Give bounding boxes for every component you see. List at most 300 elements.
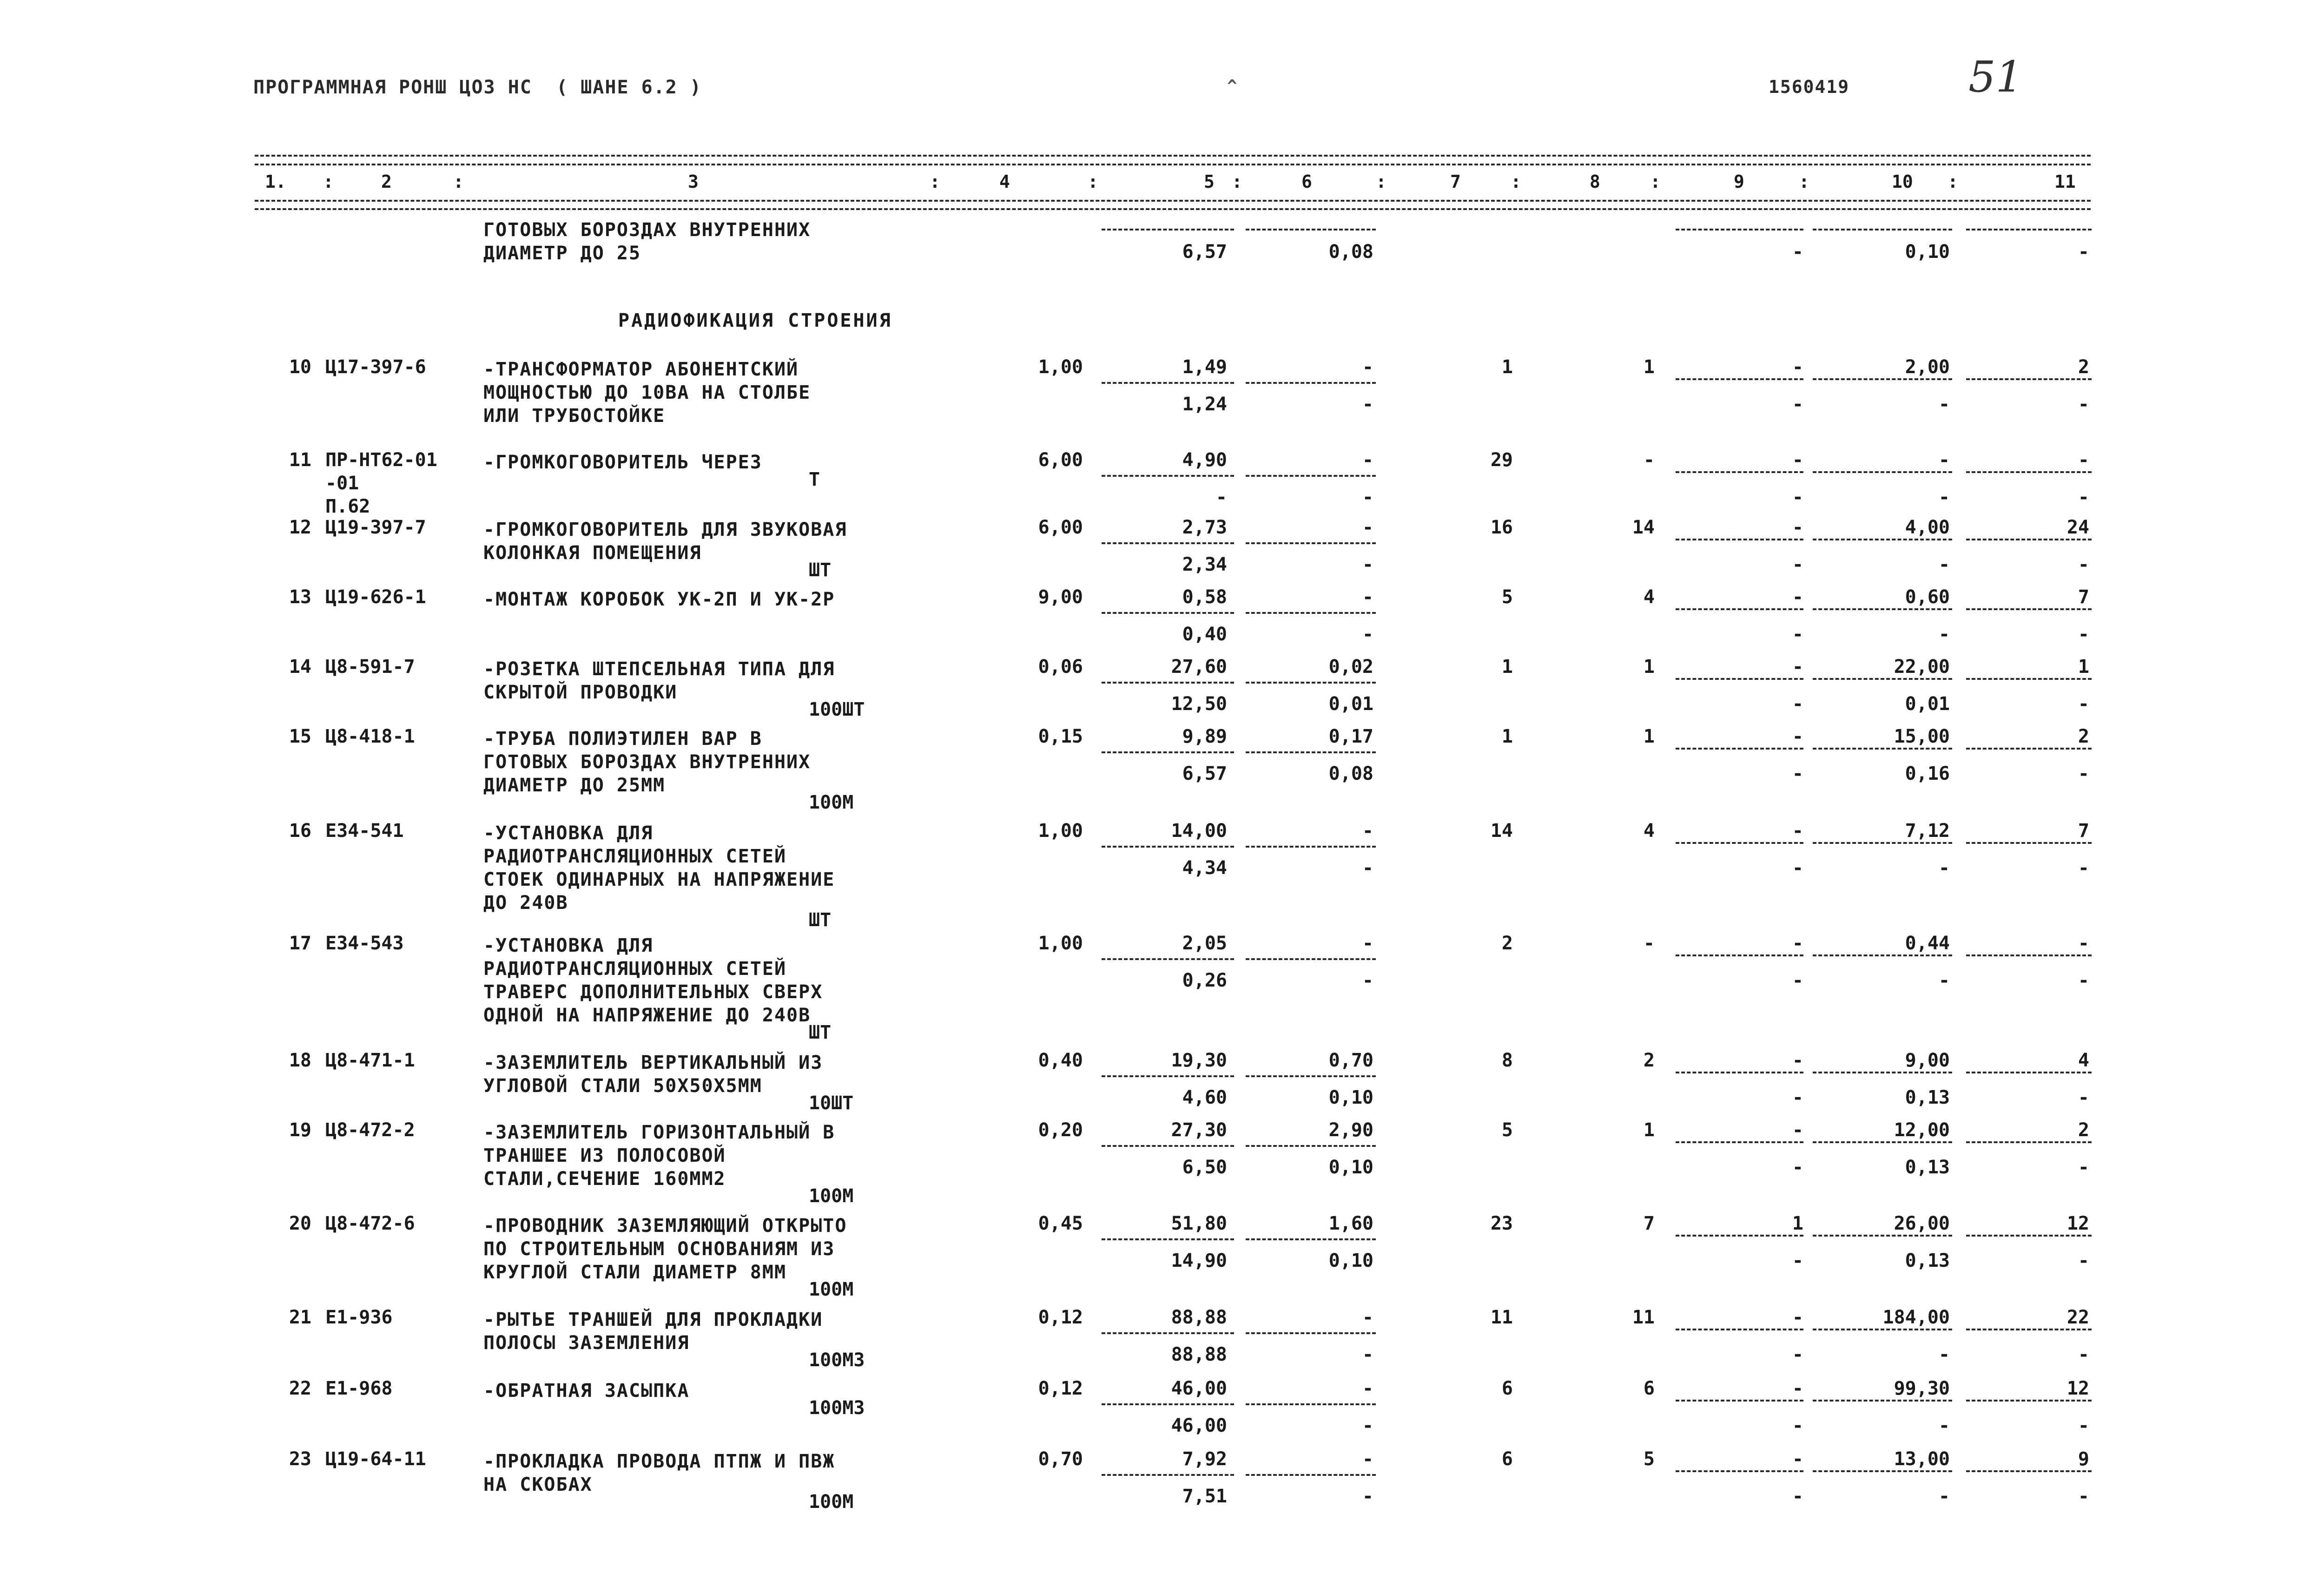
cost-col6-sub: - [1362,1415,1373,1436]
value-divider [1246,612,1376,614]
value-divider [1813,1235,1952,1237]
value-divider [1813,1072,1952,1073]
work-description-line: -МОНТАЖ КОРОБОК УК-2П И УК-2Р [483,589,835,610]
quantity: 0,70 [1038,1448,1083,1470]
value-divider [1246,542,1376,544]
cost-col5-sub: 0,26 [1182,970,1227,991]
labor-col7: 5 [1501,1119,1513,1141]
cost-col5: 9,89 [1182,726,1227,747]
cost-col5-sub: 0,40 [1182,624,1227,645]
col11-sub: - [2078,394,2089,415]
value-divider [1246,1238,1376,1240]
col10-sub: 0,01 [1905,693,1950,715]
cost-col5-sub: 88,88 [1171,1344,1227,1365]
col9-sub: - [1792,1250,1803,1271]
carryover-rule [1966,229,2092,230]
norm-code: Ц19-397-7 [325,517,426,538]
carryover-col10: 0,10 [1905,241,1950,263]
quantity: 9,00 [1038,586,1083,608]
value-divider [1813,378,1952,380]
unit-of-measure: 100М [809,1491,854,1513]
unit-of-measure: 100М [809,792,854,813]
cost-col6-sub: 0,08 [1328,763,1373,784]
cost-col6-sub: - [1362,624,1373,645]
value-divider [1966,378,2092,380]
norm-code: Ц8-471-1 [325,1050,415,1071]
cost-col5-sub: 6,50 [1182,1157,1227,1178]
work-description-line: -ЗАЗЕМЛИТЕЛЬ ВЕРТИКАЛЬНЫЙ ИЗ [483,1052,823,1073]
cost-col6: - [1362,1307,1373,1328]
cost-col6-sub: - [1362,857,1373,879]
value-divider [1246,958,1376,960]
cost-col6-sub: 0,10 [1328,1087,1373,1108]
labor-col7: 8 [1501,1050,1513,1071]
cost-col6: - [1362,517,1373,538]
labor-col8: 1 [1643,356,1655,378]
value-divider [1246,1332,1376,1334]
header-rule-bottom [255,200,2091,202]
value-divider [1102,1474,1234,1476]
col10: 184,00 [1882,1307,1950,1328]
norm-code: Ц19-64-11 [325,1448,426,1470]
work-description-line: СКРЫТОЙ ПРОВОДКИ [483,682,678,703]
col10-sub: - [1938,1344,1950,1365]
value-divider [1813,678,1952,680]
value-divider [1966,539,2092,540]
carryover-col11: - [2078,241,2089,263]
value-divider [1102,1075,1234,1077]
work-description-line: КРУГЛОЙ СТАЛИ ДИАМЕТР 8ММ [483,1262,787,1283]
value-divider [1102,612,1234,614]
labor-col7: 6 [1501,1378,1513,1399]
cost-col5-sub: 12,50 [1171,693,1227,715]
norm-code: Е1-936 [325,1307,393,1328]
value-divider [1102,475,1234,477]
cost-col5: 1,49 [1182,356,1227,378]
value-divider [1966,748,2092,750]
value-divider [1102,382,1234,384]
quantity: 0,15 [1038,726,1083,747]
value-divider [1676,678,1803,680]
col10-sub: - [1938,857,1950,879]
labor-col7: 5 [1501,586,1513,608]
quantity: 1,00 [1038,820,1083,842]
carryover-rule [1246,229,1376,230]
col11: 2 [2078,356,2089,378]
value-divider [1102,542,1234,544]
work-description-line: -ОБРАТНАЯ ЗАСЫПКА [483,1380,690,1402]
cost-col6: - [1362,1448,1373,1470]
value-divider [1966,678,2092,680]
value-divider [1813,842,1952,844]
header-mark: ^ [1227,77,1237,96]
work-description-line: ОДНОЙ НА НАПРЯЖЕНИЕ ДО 240В [483,1005,811,1026]
col9: - [1792,726,1803,747]
row-number: 21 [289,1307,311,1328]
col9: - [1792,356,1803,378]
col9-sub: - [1792,394,1803,415]
program-title: ПРОГРАММНАЯ РОНШ ЦОЗ НС ( ШАНЕ 6.2 ) [253,77,702,98]
value-divider [1813,1141,1952,1143]
cost-col6-sub: 0,10 [1328,1250,1373,1271]
work-description-line: ИЛИ ТРУБОСТОЙКЕ [483,405,666,427]
cost-col5-sub: 46,00 [1171,1415,1227,1436]
work-description-line: МОЩНОСТЬЮ ДО 10ВА НА СТОЛБЕ [483,382,811,403]
labor-col7: 1 [1501,726,1513,747]
work-description-line: -ТРАНСФОРМАТОР АБОНЕНТСКИЙ [483,359,799,380]
row-number: 10 [289,356,311,378]
column-separator: : [453,171,464,192]
col9-sub: - [1792,693,1803,715]
row-number: 17 [289,933,311,954]
quantity: 6,00 [1038,449,1083,471]
col10-sub: 0,16 [1905,763,1950,784]
column-separator: : [1232,171,1242,192]
col10: 99,30 [1894,1378,1950,1399]
col9: 1 [1792,1213,1803,1234]
column-separator: : [323,171,334,192]
column-separator: : [1088,171,1098,192]
col9-sub: - [1792,763,1803,784]
col10-sub: - [1938,1486,1950,1507]
labor-col8: - [1643,449,1655,471]
value-divider [1676,954,1803,956]
row-number: 20 [289,1213,311,1234]
value-divider [1102,751,1234,753]
col11-sub: - [2078,970,2089,991]
column-separator: : [1799,171,1809,192]
value-divider [1966,1072,2092,1073]
cost-col6-sub: - [1362,1344,1373,1365]
value-divider [1966,471,2092,473]
value-divider [1676,1235,1803,1237]
col9: - [1792,1307,1803,1328]
row-number: 15 [289,726,311,747]
value-divider [1966,954,2092,956]
value-divider [1102,1403,1234,1405]
labor-col7: 16 [1490,517,1513,538]
unit-of-measure: 100М [809,1185,854,1207]
cost-col6: 2,90 [1328,1119,1373,1141]
work-description-line: КОЛОНКАЯ ПОМЕЩЕНИЯ [483,542,702,564]
page-number: 51 [1968,52,2023,102]
col11: 24 [2067,517,2089,538]
col11: 4 [2078,1050,2089,1071]
col10: 4,00 [1905,517,1950,538]
column-number-11: 11 [2054,171,2076,192]
value-divider [1246,846,1376,848]
work-description-line: -УСТАНОВКА ДЛЯ [483,935,654,956]
col11-sub: - [2078,1087,2089,1108]
cost-col5: 4,90 [1182,449,1227,471]
value-divider [1676,1329,1803,1330]
section-title: РАДИОФИКАЦИЯ СТРОЕНИЯ [618,310,892,331]
col10: 9,00 [1905,1050,1950,1071]
cost-col6: 1,60 [1328,1213,1373,1234]
col11: 22 [2067,1307,2089,1328]
unit-of-measure: 100ШТ [809,699,865,720]
col10: 26,00 [1894,1213,1950,1234]
col10: 22,00 [1894,656,1950,678]
col11-sub: - [2078,624,2089,645]
cost-col6: 0,70 [1328,1050,1373,1071]
col10-sub: - [1938,1415,1950,1436]
carryover-desc-line: ДИАМЕТР ДО 25 [483,243,641,264]
unit-of-measure: ШТ [809,559,832,581]
value-divider [1102,958,1234,960]
value-divider [1676,842,1803,844]
col9: - [1792,1448,1803,1470]
column-separator: : [930,171,940,192]
col10-sub: - [1938,624,1950,645]
quantity: 0,12 [1038,1378,1083,1399]
quantity: 0,20 [1038,1119,1083,1141]
cost-col6-sub: 0,01 [1328,693,1373,715]
cost-col5: 7,92 [1182,1448,1227,1470]
work-description-line: -ПРОВОДНИК ЗАЗЕМЛЯЮЩИЙ ОТКРЫТО [483,1215,847,1237]
value-divider [1246,1474,1376,1476]
norm-code: ПР-НТ62-01 [325,449,437,471]
cost-col5-sub: 4,34 [1182,857,1227,879]
value-divider [1813,1329,1952,1330]
value-divider [1246,682,1376,684]
work-description-line: -РЫТЬЕ ТРАНШЕЙ ДЛЯ ПРОКЛАДКИ [483,1309,823,1330]
col11: 12 [2067,1378,2089,1399]
col9: - [1792,933,1803,954]
norm-code: Ц19-626-1 [325,586,426,608]
unit-of-measure: 100М [809,1279,854,1300]
col9: - [1792,449,1803,471]
norm-code: -01 [325,473,359,494]
work-description-line: ДО 240В [483,892,568,914]
quantity: 6,00 [1038,517,1083,538]
value-divider [1676,378,1803,380]
row-number: 12 [289,517,311,538]
carryover-col5: 6,57 [1182,241,1227,263]
norm-code: Ц8-472-6 [325,1213,415,1234]
value-divider [1102,682,1234,684]
value-divider [1676,748,1803,750]
row-number: 11 [289,449,311,471]
col11-sub: - [2078,1415,2089,1436]
labor-col7: 1 [1501,356,1513,378]
value-divider [1676,539,1803,540]
cost-col6: - [1362,586,1373,608]
labor-col8: 5 [1643,1448,1655,1470]
col9-sub: - [1792,624,1803,645]
value-divider [1102,1332,1234,1334]
value-divider [1813,608,1952,610]
labor-col8: 2 [1643,1050,1655,1071]
row-number: 14 [289,656,311,678]
quantity: 0,40 [1038,1050,1083,1071]
col11: 7 [2078,586,2089,608]
value-divider [1246,1075,1376,1077]
norm-code: Е34-543 [325,933,404,954]
col11: 9 [2078,1448,2089,1470]
labor-col8: 7 [1643,1213,1655,1234]
column-separator: : [1650,171,1661,192]
norm-code: Е1-968 [325,1378,393,1399]
row-number: 22 [289,1378,311,1399]
labor-col8: - [1643,933,1655,954]
column-number-3: 3 [688,171,699,192]
work-description-line: -ПРОКЛАДКА ПРОВОДА ПТПЖ И ПВЖ [483,1451,835,1472]
col9: - [1792,1119,1803,1141]
col11-sub: - [2078,1344,2089,1365]
norm-code: Ц8-472-2 [325,1119,415,1141]
cost-col6-sub: 0,10 [1328,1157,1373,1178]
cost-col6-sub: - [1362,554,1373,575]
col9: - [1792,1050,1803,1071]
quantity: 0,06 [1038,656,1083,678]
work-description-line: РАДИОТРАНСЛЯЦИОННЫХ СЕТЕЙ [483,846,787,867]
labor-col8: 14 [1632,517,1655,538]
work-description-line: ПОЛОСЫ ЗАЗЕМЛЕНИЯ [483,1332,690,1354]
labor-col8: 1 [1643,1119,1655,1141]
value-divider [1966,1329,2092,1330]
row-number: 13 [289,586,311,608]
cost-col5: 2,05 [1182,933,1227,954]
work-description-line: СТОЕК ОДИНАРНЫХ НА НАПРЯЖЕНИЕ [483,869,835,890]
labor-col8: 6 [1643,1378,1655,1399]
work-description-line: РАДИОТРАНСЛЯЦИОННЫХ СЕТЕЙ [483,958,787,980]
cost-col6: - [1362,933,1373,954]
column-number-2: 2 [381,171,392,192]
row-number: 18 [289,1050,311,1071]
col11-sub: - [2078,857,2089,879]
column-number-10: 10 [1892,171,1913,192]
col10: 15,00 [1894,726,1950,747]
value-divider [1966,1400,2092,1402]
col11: 12 [2067,1213,2089,1234]
column-number-4: 4 [999,171,1010,192]
labor-col7: 11 [1490,1307,1513,1328]
col11: 7 [2078,820,2089,842]
col11-sub: - [2078,487,2089,508]
column-number-9: 9 [1734,171,1744,192]
cost-col6: 0,17 [1328,726,1373,747]
column-separator: : [1376,171,1386,192]
cost-col5: 0,58 [1182,586,1227,608]
value-divider [1676,471,1803,473]
labor-col7: 29 [1490,449,1513,471]
col9-sub: - [1792,487,1803,508]
cost-col5: 88,88 [1171,1307,1227,1328]
cost-col6-sub: - [1362,1486,1373,1507]
value-divider [1813,539,1952,540]
labor-col7: 14 [1490,820,1513,842]
col9-sub: - [1792,857,1803,879]
work-description-line: -ЗАЗЕМЛИТЕЛЬ ГОРИЗОНТАЛЬНЫЙ В [483,1122,835,1143]
col9: - [1792,517,1803,538]
work-description-line: -ТРУБА ПОЛИЭТИЛЕН ВАР В [483,728,762,750]
work-description-line: -РОЗЕТКА ШТЕПСЕЛЬНАЯ ТИПА ДЛЯ [483,658,835,680]
col10: 13,00 [1894,1448,1950,1470]
col11-sub: - [2078,1250,2089,1271]
cost-col5-sub: - [1215,487,1227,508]
cost-col5-sub: 4,60 [1182,1087,1227,1108]
carryover-col6: 0,08 [1328,241,1373,263]
value-divider [1813,1400,1952,1402]
cost-col6: - [1362,449,1373,471]
cost-col6-sub: - [1362,394,1373,415]
value-divider [1966,608,2092,610]
work-description-line: -УСТАНОВКА ДЛЯ [483,823,654,844]
col9-sub: - [1792,1344,1803,1365]
col10: 0,44 [1905,933,1950,954]
cost-col5: 27,30 [1171,1119,1227,1141]
col10-sub: 0,13 [1905,1157,1950,1178]
labor-col7: 6 [1501,1448,1513,1470]
carryover-rule [1813,229,1952,230]
col10: 12,00 [1894,1119,1950,1141]
work-description-line: УГЛОВОЙ СТАЛИ 50Х50Х5ММ [483,1075,762,1097]
norm-code: Ц8-591-7 [325,656,415,678]
labor-col8: 4 [1643,820,1655,842]
carryover-rule [1102,229,1234,230]
cost-col5-sub: 7,51 [1182,1486,1227,1507]
unit-of-measure: 10ШТ [809,1092,854,1114]
col9: - [1792,656,1803,678]
header-rule-bottom-2 [255,208,2091,210]
header-rule-top-2 [255,164,2091,165]
col10-sub: 0,13 [1905,1250,1950,1271]
norm-code: Е34-541 [325,820,404,842]
col10-sub: - [1938,554,1950,575]
value-divider [1246,1145,1376,1147]
row-number: 19 [289,1119,311,1141]
col11-sub: - [2078,554,2089,575]
cost-col6: - [1362,1378,1373,1399]
quantity: 1,00 [1038,356,1083,378]
col10-sub: 0,13 [1905,1087,1950,1108]
cost-col5: 19,30 [1171,1050,1227,1071]
norm-code: П.62 [325,496,370,517]
carryover-desc-line: ГОТОВЫХ БОРОЗДАХ ВНУТРЕННИХ [483,219,811,241]
cost-col5-sub: 1,24 [1182,394,1227,415]
norm-code: Ц17-397-6 [325,356,426,378]
value-divider [1102,1238,1234,1240]
work-description-line: ТРАВЕРС ДОПОЛНИТЕЛЬНЫХ СВЕРХ [483,981,823,1003]
col11: 2 [2078,726,2089,747]
cost-col6: - [1362,820,1373,842]
quantity: 1,00 [1038,933,1083,954]
labor-col8: 11 [1632,1307,1655,1328]
quantity: 0,12 [1038,1307,1083,1328]
work-description-line: ТРАНШЕЕ ИЗ ПОЛОСОВОЙ [483,1145,726,1166]
value-divider [1676,1072,1803,1073]
value-divider [1246,1403,1376,1405]
value-divider [1676,1470,1803,1472]
column-number-6: 6 [1301,171,1312,192]
work-description-line: НА СКОБАХ [483,1474,593,1495]
labor-col7: 23 [1490,1213,1513,1234]
col9-sub: - [1792,1157,1803,1178]
row-number: 16 [289,820,311,842]
value-divider [1676,1141,1803,1143]
work-description-line: ДИАМЕТР ДО 25ММ [483,775,666,796]
column-number-7: 7 [1450,171,1461,192]
value-divider [1813,748,1952,750]
value-divider [1813,954,1952,956]
column-number-5: 5 [1204,171,1215,192]
labor-col8: 4 [1643,586,1655,608]
unit-of-measure: ШТ [809,1022,832,1043]
unit-of-measure: 100М3 [809,1349,865,1371]
col11: 2 [2078,1119,2089,1141]
cost-col5: 51,80 [1171,1213,1227,1234]
